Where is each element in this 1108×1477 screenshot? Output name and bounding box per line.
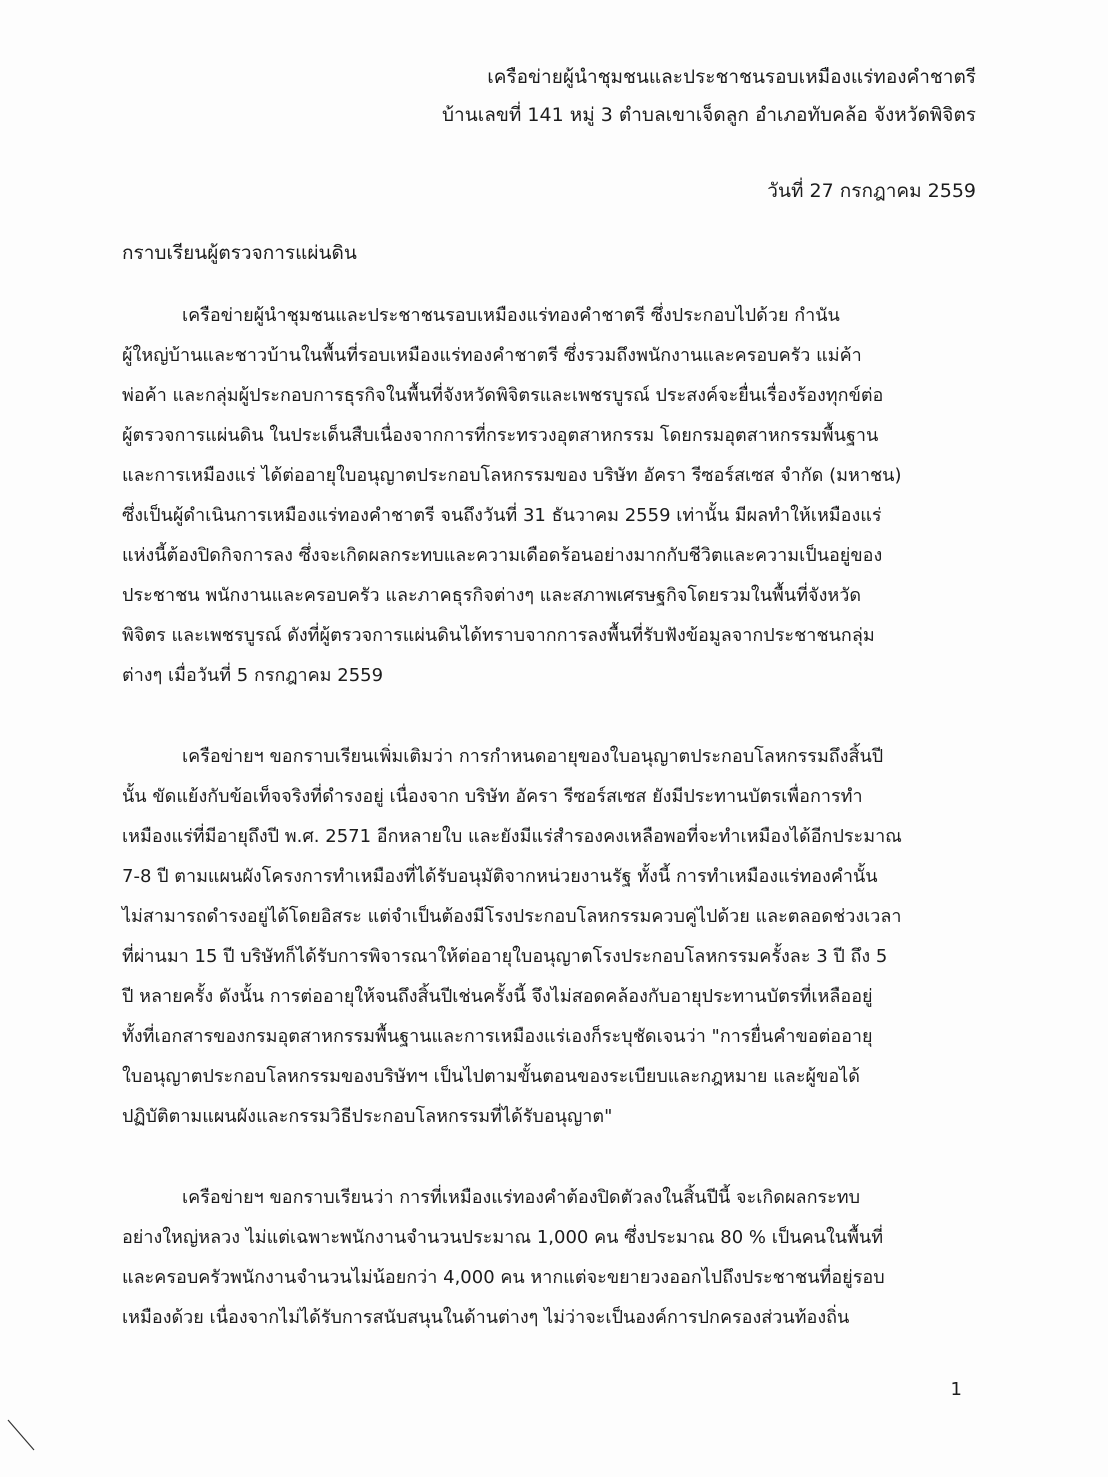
- paragraph-2-line-2: นั้น ขัดแย้งกับข้อเท็จจริงที่ดำรงอยู่ เนื่องจาก บริษัท อัครา รีซอร์สเซส ยังมีประทานบัตรเพื่อการทำ: [122, 786, 863, 807]
- paragraph-2-line-8: ทั้งที่เอกสารของกรมอุตสาหกรรมพื้นฐานและการเหมืองแร่เองก็ระบุชัดเจนว่า "การยื่นคำขอต่ออายุ: [122, 1026, 873, 1047]
- paragraph-1-line-8: ประชาชน พนักงานและครอบครัว และภาคธุรกิจต่างๆ และสภาพเศรษฐกิจโดยรวมในพื้นที่จังหวัด: [122, 585, 862, 606]
- paragraph-1-line-3: พ่อค้า และกลุ่มผู้ประกอบการธุรกิจในพื้นที่จังหวัดพิจิตรและเพชรบูรณ์ ประสงค์จะยื่นเรื่องร้องทุกข์ต่อ: [122, 385, 884, 406]
- paragraph-2-line-10: ปฏิบัติตามแผนผังและกรรมวิธีประกอบโลหกรรมที่ได้รับอนุญาต": [122, 1106, 613, 1127]
- paragraph-1-line-4: ผู้ตรวจการแผ่นดิน ในประเด็นสืบเนื่องจากการที่กระทรวงอุตสาหกรรม โดยกรมอุตสาหกรรมพื้นฐาน: [122, 425, 879, 446]
- paragraph-1-line-6: ซึ่งเป็นผู้ดำเนินการเหมืองแร่ทองคำชาตรี จนถึงวันที่ 31 ธันวาคม 2559 เท่านั้น มีผลทำให้เหมืองแร่: [122, 505, 882, 526]
- paragraph-1-line-1: เครือข่ายผู้นำชุมชนและประชาชนรอบเหมืองแร่ทองคำชาตรี ซึ่งประกอบไปด้วย กำนัน: [182, 305, 840, 326]
- paragraph-1-line-10: ต่างๆ เมื่อวันที่ 5 กรกฎาคม 2559: [122, 665, 384, 686]
- paragraph-1-line-2: ผู้ใหญ่บ้านและชาวบ้านในพื้นที่รอบเหมืองแร่ทองคำชาตรี ซึ่งรวมถึงพนักงานและครอบครัว แม่ค้า: [122, 345, 862, 366]
- paragraph-3-line-2: อย่างใหญ่หลวง ไม่แต่เฉพาะพนักงานจำนวนประมาณ 1,000 คน ซึ่งประมาณ 80 % เป็นคนในพื้นที่: [122, 1227, 884, 1248]
- paragraph-3-line-3: และครอบครัวพนักงานจำนวนไม่น้อยกว่า 4,000 คน หากแต่จะขยายวงออกไปถึงประชาชนที่อยู่รอบ: [122, 1267, 885, 1288]
- sender-organization: เครือข่ายผู้นำชุมชนและประชาชนรอบเหมืองแร่ทองคำชาตรี: [487, 66, 976, 88]
- paragraph-2-line-9: ใบอนุญาตประกอบโลหกรรมของบริษัทฯ เป็นไปตามขั้นตอนของระเบียบและกฎหมาย และผู้ขอได้: [122, 1066, 860, 1087]
- paragraph-3-line-4: เหมืองด้วย เนื่องจากไม่ได้รับการสนับสนุนในด้านต่างๆ ไม่ว่าจะเป็นองค์การปกครองส่วนท้องถิ่น: [122, 1307, 850, 1328]
- paragraph-2-line-6: ที่ผ่านมา 15 ปี บริษัทก็ได้รับการพิจารณาให้ต่ออายุใบอนุญาตโรงประกอบโลหกรรมครั้งละ 3 ปี ถึง 5: [122, 946, 888, 967]
- paragraph-2-line-7: ปี หลายครั้ง ดังนั้น การต่ออายุให้จนถึงสิ้นปีเช่นครั้งนี้ จึงไม่สอดคล้องกับอายุประทานบัตรที่เหลืออยู่: [122, 986, 873, 1007]
- page-number: 1: [950, 1379, 962, 1400]
- paragraph-1-line-9: พิจิตร และเพชรบูรณ์ ดังที่ผู้ตรวจการแผ่นดินได้ทราบจากการลงพื้นที่รับฟังข้อมูลจากประชาชนกลุ่ม: [122, 625, 875, 646]
- paragraph-2-line-4: 7-8 ปี ตามแผนผังโครงการทำเหมืองที่ได้รับอนุมัติจากหน่วยงานรัฐ ทั้งนี้ การทำเหมืองแร่ทองคำนั้น: [122, 866, 878, 887]
- scan-artifact-mark: [0, 1410, 40, 1460]
- paragraph-2-line-3: เหมืองแร่ที่มีอายุถึงปี พ.ศ. 2571 อีกหลายใบ และยังมีแร่สำรองคงเหลือพอที่จะทำเหมืองได้อีกประมาณ: [122, 826, 902, 847]
- paragraph-1-line-7: แห่งนี้ต้องปิดกิจการลง ซึ่งจะเกิดผลกระทบและความเดือดร้อนอย่างมากกับชีวิตและความเป็นอยู่ของ: [122, 545, 883, 566]
- letter-date: วันที่ 27 กรกฎาคม 2559: [767, 180, 976, 202]
- paragraph-2-line-5: ไม่สามารถดำรงอยู่ได้โดยอิสระ แต่จำเป็นต้องมีโรงประกอบโลหกรรมควบคู่ไปด้วย และตลอดช่วงเวลา: [122, 906, 902, 927]
- paragraph-3-line-1: เครือข่ายฯ ขอกราบเรียนว่า การที่เหมืองแร่ทองคำต้องปิดตัวลงในสิ้นปีนี้ จะเกิดผลกระทบ: [182, 1187, 861, 1208]
- paragraph-2-line-1: เครือข่ายฯ ขอกราบเรียนเพิ่มเติมว่า การกำหนดอายุของใบอนุญาตประกอบโลหกรรมถึงสิ้นปี: [182, 746, 884, 767]
- sender-address: บ้านเลขที่ 141 หมู่ 3 ตำบลเขาเจ็ดลูก อำเภอทับคล้อ จังหวัดพิจิตร: [442, 104, 976, 126]
- paragraph-1-line-5: และการเหมืองแร่ ได้ต่ออายุใบอนุญาตประกอบโลหกรรมของ บริษัท อัครา รีซอร์สเซส จำกัด (มหาชน): [122, 465, 902, 486]
- salutation: กราบเรียนผู้ตรวจการแผ่นดิน: [122, 242, 357, 264]
